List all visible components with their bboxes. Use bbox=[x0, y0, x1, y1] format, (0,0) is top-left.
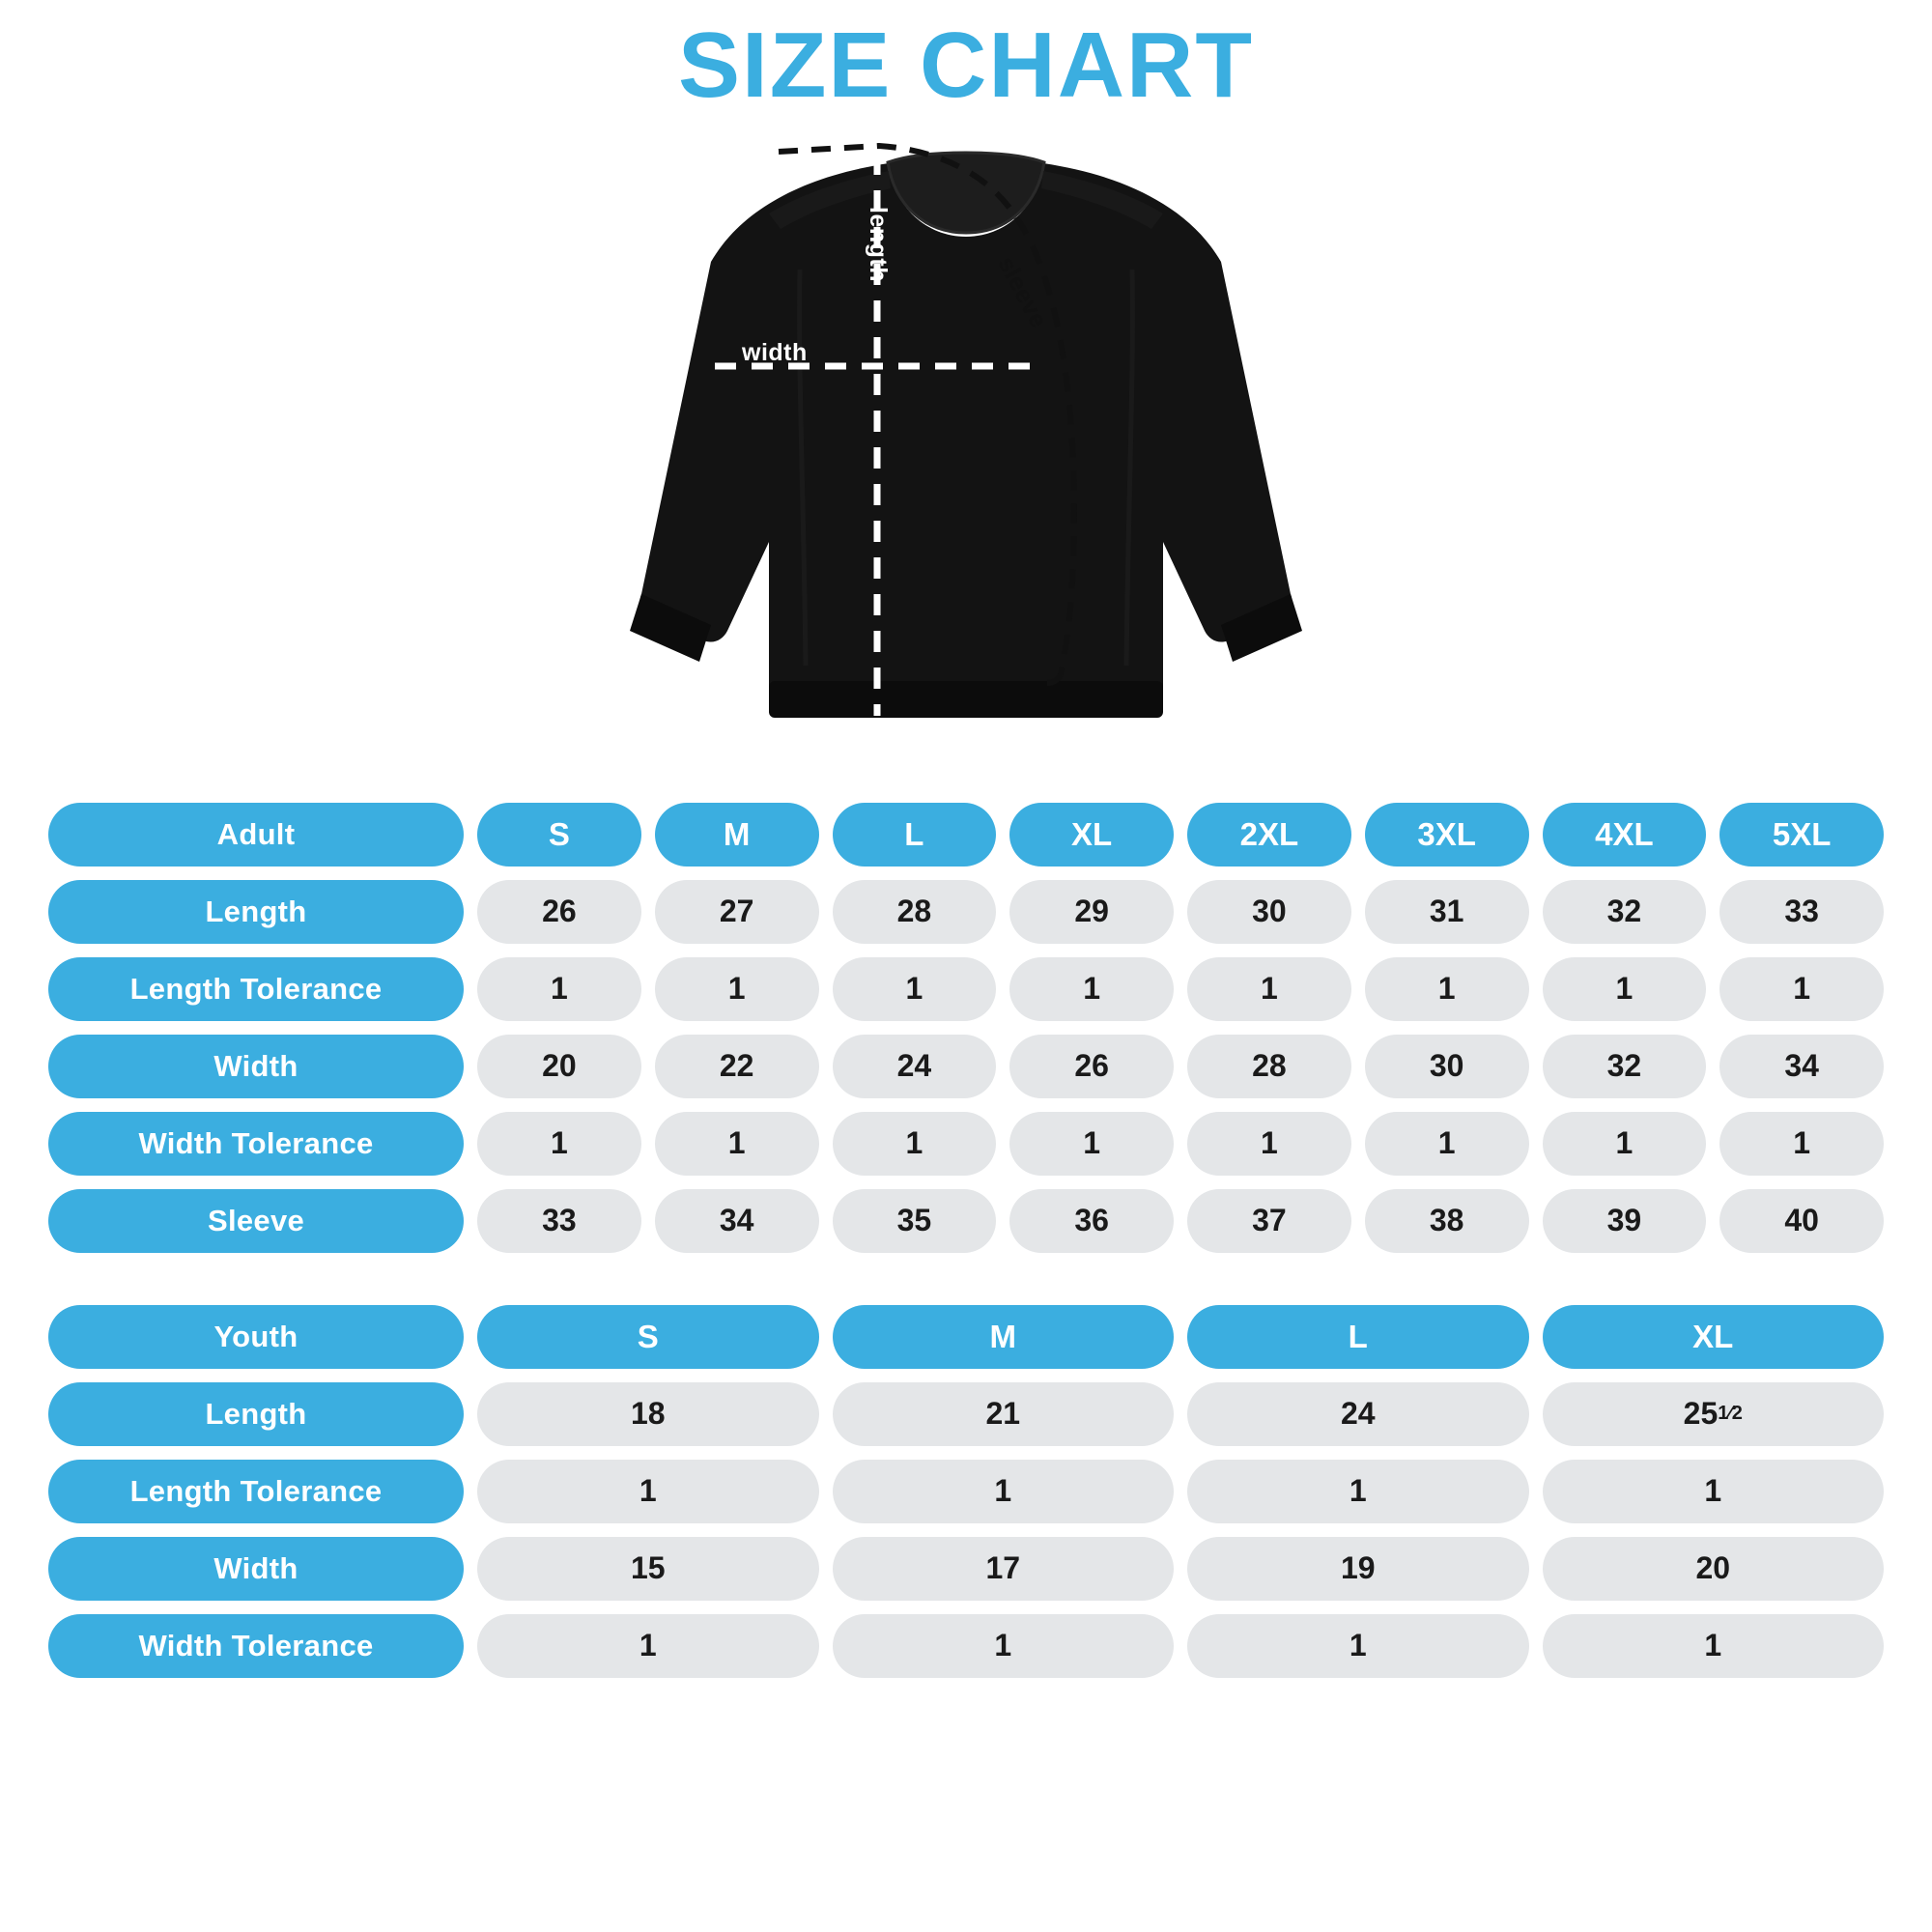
column-header-l: L bbox=[833, 803, 997, 867]
table-cell: 27 bbox=[655, 880, 819, 944]
table-cell: 28 bbox=[1187, 1035, 1351, 1098]
table-cell: 1 bbox=[1719, 957, 1884, 1021]
row-cells bbox=[477, 957, 1884, 1021]
table-cell: 1 bbox=[477, 1614, 819, 1678]
table-row bbox=[48, 1189, 1884, 1253]
column-header-xl: XL bbox=[1009, 803, 1174, 867]
table-cell: 1 bbox=[833, 1460, 1175, 1523]
table-cell: 1 bbox=[477, 1112, 641, 1176]
column-header-s: S bbox=[477, 1305, 819, 1369]
table-row bbox=[48, 880, 1884, 944]
table-cell: 15 bbox=[477, 1537, 819, 1601]
table-cell: 33 bbox=[477, 1189, 641, 1253]
row-label: Width bbox=[48, 1537, 464, 1601]
youth-size-table bbox=[48, 1305, 1884, 1678]
column-header-3xl: 3XL bbox=[1365, 803, 1529, 867]
row-label: Width Tolerance bbox=[48, 1614, 464, 1678]
column-header-xl: XL bbox=[1543, 1305, 1885, 1369]
table-cell-fraction: 25 1⁄2 bbox=[1543, 1382, 1885, 1446]
row-cells bbox=[477, 1382, 1884, 1446]
column-header-2xl: 2XL bbox=[1187, 803, 1351, 867]
table-cell: 1 bbox=[1187, 1614, 1529, 1678]
table-cell: 30 bbox=[1187, 880, 1351, 944]
youth-header-label: Youth bbox=[48, 1305, 464, 1369]
table-row bbox=[48, 1460, 1884, 1523]
table-cell: 26 bbox=[477, 880, 641, 944]
table-row bbox=[48, 1537, 1884, 1601]
row-cells bbox=[477, 1189, 1884, 1253]
width-dimension-label: width bbox=[742, 338, 808, 366]
table-row bbox=[48, 957, 1884, 1021]
table-cell: 1 bbox=[1187, 957, 1351, 1021]
table-cell: 35 bbox=[833, 1189, 997, 1253]
row-cells bbox=[477, 1537, 1884, 1601]
table-cell: 1 bbox=[1543, 1460, 1885, 1523]
table-cell: 1 bbox=[1187, 1460, 1529, 1523]
table-cell: 38 bbox=[1365, 1189, 1529, 1253]
table-cell: 1 bbox=[1543, 957, 1707, 1021]
table-cell: 1 bbox=[833, 1614, 1175, 1678]
table-cell: 34 bbox=[1719, 1035, 1884, 1098]
row-cells bbox=[477, 1614, 1884, 1678]
table-cell: 39 bbox=[1543, 1189, 1707, 1253]
table-cell: 31 bbox=[1365, 880, 1529, 944]
table-cell: 1 bbox=[1543, 1614, 1885, 1678]
table-row bbox=[48, 1382, 1884, 1446]
table-cell: 37 bbox=[1187, 1189, 1351, 1253]
row-cells bbox=[477, 1460, 1884, 1523]
table-cell: 1 bbox=[655, 1112, 819, 1176]
length-dimension-label: length bbox=[865, 206, 892, 282]
garment-diagram bbox=[599, 125, 1333, 781]
table-cell: 20 bbox=[477, 1035, 641, 1098]
table-cell: 22 bbox=[655, 1035, 819, 1098]
youth-column-headers bbox=[477, 1305, 1884, 1369]
table-header-row bbox=[48, 803, 1884, 867]
table-cell: 26 bbox=[1009, 1035, 1174, 1098]
table-cell: 1 bbox=[1009, 957, 1174, 1021]
table-cell: 1 bbox=[477, 1460, 819, 1523]
adult-size-table bbox=[48, 803, 1884, 1253]
table-cell: 19 bbox=[1187, 1537, 1529, 1601]
column-header-m: M bbox=[833, 1305, 1175, 1369]
table-row bbox=[48, 1614, 1884, 1678]
sweatshirt-illustration bbox=[599, 125, 1333, 781]
page-title: SIZE CHART bbox=[678, 14, 1254, 117]
table-cell: 1 bbox=[833, 957, 997, 1021]
table-row bbox=[48, 1112, 1884, 1176]
table-cell: 40 bbox=[1719, 1189, 1884, 1253]
table-cell: 17 bbox=[833, 1537, 1175, 1601]
row-label: Width bbox=[48, 1035, 464, 1098]
table-cell: 1 bbox=[1009, 1112, 1174, 1176]
table-row bbox=[48, 1035, 1884, 1098]
table-header-row bbox=[48, 1305, 1884, 1369]
table-cell: 1 bbox=[1365, 1112, 1529, 1176]
row-cells bbox=[477, 1112, 1884, 1176]
table-cell: 33 bbox=[1719, 880, 1884, 944]
row-cells bbox=[477, 1035, 1884, 1098]
row-cells bbox=[477, 880, 1884, 944]
row-label: Length Tolerance bbox=[48, 957, 464, 1021]
column-header-4xl: 4XL bbox=[1543, 803, 1707, 867]
column-header-5xl: 5XL bbox=[1719, 803, 1884, 867]
table-cell: 29 bbox=[1009, 880, 1174, 944]
table-cell: 30 bbox=[1365, 1035, 1529, 1098]
row-label: Width Tolerance bbox=[48, 1112, 464, 1176]
table-cell: 20 bbox=[1543, 1537, 1885, 1601]
table-cell: 28 bbox=[833, 880, 997, 944]
table-cell: 1 bbox=[1719, 1112, 1884, 1176]
column-header-s: S bbox=[477, 803, 641, 867]
table-cell: 1 bbox=[655, 957, 819, 1021]
table-cell: 1 bbox=[1543, 1112, 1707, 1176]
row-label: Length bbox=[48, 1382, 464, 1446]
table-cell: 24 bbox=[1187, 1382, 1529, 1446]
row-label: Length bbox=[48, 880, 464, 944]
table-cell: 34 bbox=[655, 1189, 819, 1253]
adult-column-headers bbox=[477, 803, 1884, 867]
table-cell: 32 bbox=[1543, 1035, 1707, 1098]
row-label: Length Tolerance bbox=[48, 1460, 464, 1523]
table-cell: 21 bbox=[833, 1382, 1175, 1446]
sleeve-dimension-label: sleeve bbox=[992, 251, 1053, 333]
column-header-l: L bbox=[1187, 1305, 1529, 1369]
table-cell: 24 bbox=[833, 1035, 997, 1098]
table-cell: 1 bbox=[1365, 957, 1529, 1021]
table-cell: 36 bbox=[1009, 1189, 1174, 1253]
table-cell: 1 bbox=[833, 1112, 997, 1176]
table-cell: 18 bbox=[477, 1382, 819, 1446]
column-header-m: M bbox=[655, 803, 819, 867]
table-cell: 1 bbox=[477, 957, 641, 1021]
table-cell: 32 bbox=[1543, 880, 1707, 944]
row-label: Sleeve bbox=[48, 1189, 464, 1253]
table-cell: 1 bbox=[1187, 1112, 1351, 1176]
adult-header-label: Adult bbox=[48, 803, 464, 867]
